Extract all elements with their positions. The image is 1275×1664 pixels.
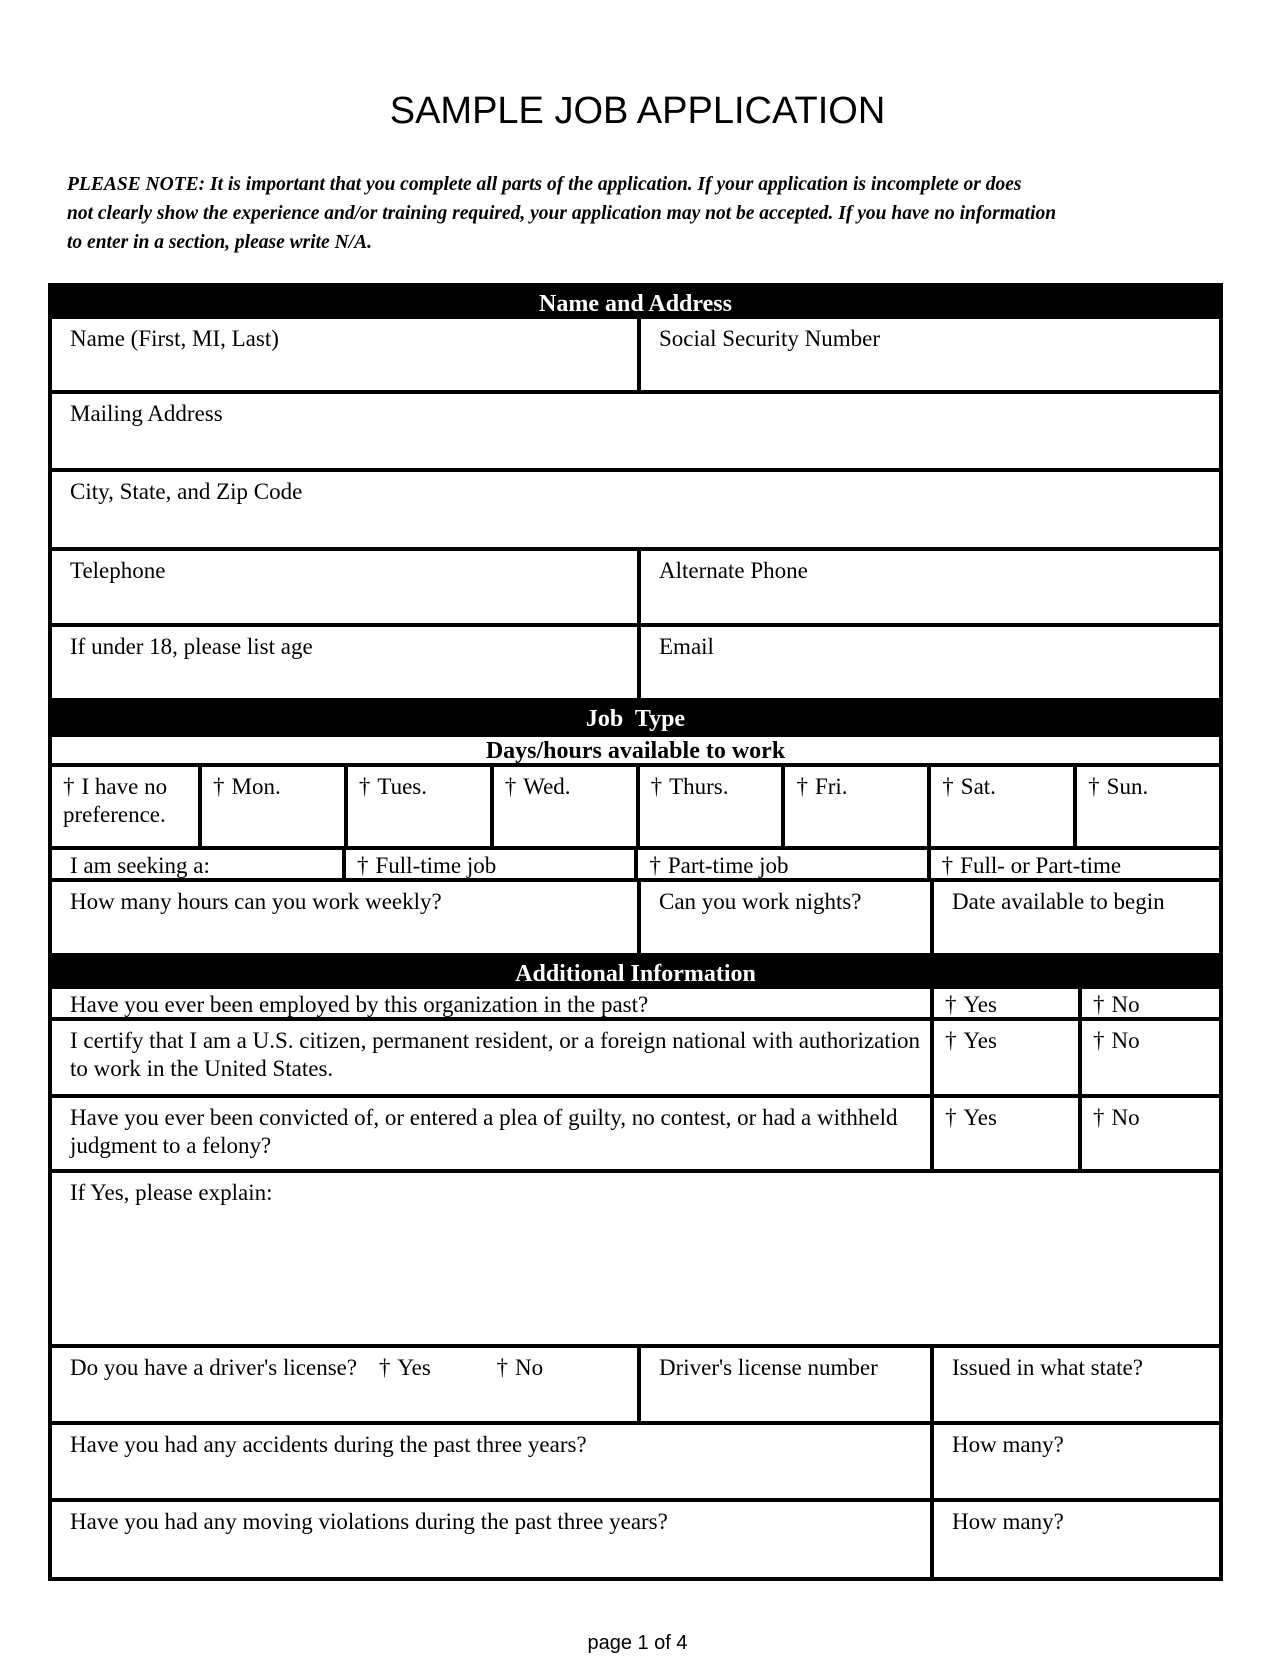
checkbox-wednesday-icon[interactable]: † <box>504 774 517 799</box>
field-hours-weekly-label: How many hours can you work weekly? <box>70 889 442 914</box>
row-phones <box>52 551 1219 627</box>
checkbox-no-preference-icon[interactable]: † <box>63 774 75 799</box>
checkbox-tuesday-icon[interactable]: † <box>358 774 371 799</box>
checkbox-license-no-icon[interactable]: † <box>496 1355 509 1380</box>
field-telephone[interactable] <box>52 551 641 623</box>
field-alternate-phone[interactable] <box>641 551 1219 623</box>
row-drivers-license <box>52 1348 1219 1425</box>
option-full-or-part-time-label: Full- or Part-time <box>960 853 1122 878</box>
question-moving-violations <box>52 1502 934 1577</box>
checkbox-cell-tuesday[interactable] <box>348 767 494 846</box>
question-employed-before <box>52 989 934 1017</box>
field-mailing-address[interactable] <box>52 394 1219 468</box>
checkbox-cell-convicted-no[interactable] <box>1082 1098 1219 1169</box>
checkbox-thursday-icon[interactable]: † <box>650 774 663 799</box>
field-accidents-how-many-label: How many? <box>952 1432 1064 1457</box>
checkbox-cell-wednesday[interactable] <box>494 767 640 846</box>
day-label-tuesday: Tues. <box>377 774 428 799</box>
field-drivers-license[interactable] <box>52 1348 641 1421</box>
field-mailing-address-label: Mailing Address <box>70 401 223 426</box>
field-work-nights[interactable] <box>641 882 934 953</box>
checkbox-cell-no-preference[interactable] <box>52 767 202 846</box>
license-no-label: No <box>515 1355 544 1380</box>
day-label-sunday: Sun. <box>1106 774 1149 799</box>
field-license-number[interactable] <box>641 1348 934 1421</box>
notice-line: not clearly show the experience and/or training required, your application may not be accepted. If you have no information <box>67 203 1057 224</box>
row-explain <box>52 1173 1219 1348</box>
notice-paragraph <box>67 170 1207 257</box>
checkbox-cell-monday[interactable] <box>202 767 348 846</box>
checkbox-cell-sunday[interactable] <box>1077 767 1219 846</box>
field-license-number-label: Driver's license number <box>659 1355 878 1380</box>
seeking-label-cell <box>52 850 346 878</box>
citizen-no-label: No <box>1111 1028 1140 1053</box>
checkbox-cell-citizen-no[interactable] <box>1082 1021 1219 1094</box>
row-mailing-address <box>52 394 1219 472</box>
convicted-no-label: No <box>1111 1105 1140 1130</box>
employed-no-label: No <box>1111 992 1140 1017</box>
question-citizen-certify <box>52 1021 934 1094</box>
checkbox-monday-icon[interactable]: † <box>213 774 225 799</box>
field-email[interactable] <box>641 627 1219 698</box>
day-label-thursday: Thurs. <box>669 774 729 799</box>
checkbox-cell-thursday[interactable] <box>640 767 786 846</box>
checkbox-convicted-yes-icon[interactable]: † <box>945 1105 957 1130</box>
page-title: SAMPLE JOB APPLICATION <box>389 90 886 132</box>
field-violations-how-many-label: How many? <box>952 1509 1064 1534</box>
option-full-time-label: Full-time job <box>375 853 497 878</box>
field-license-state[interactable] <box>934 1348 1219 1421</box>
field-license-state-label: Issued in what state? <box>952 1355 1143 1380</box>
section-header-additional-information: Additional Information <box>52 957 1219 989</box>
checkbox-full-or-part-time-icon[interactable]: † <box>941 853 954 878</box>
row-citizen-certify <box>52 1021 1219 1098</box>
checkbox-license-yes-icon[interactable]: † <box>378 1355 391 1380</box>
application-form <box>48 283 1223 1581</box>
field-explain-label: If Yes, please explain: <box>70 1180 273 1205</box>
checkbox-cell-part-time[interactable] <box>638 850 930 878</box>
question-convicted-label: Have you ever been convicted of, or entered a plea of guilty, no contest, or had a withheld judgment to a felony? <box>70 1105 898 1158</box>
section-header-name-and-address: Name and Address <box>52 287 1219 319</box>
drivers-license-question-label: Do you have a driver's license? <box>70 1355 358 1380</box>
days-hours-subheader: Days/hours available to work <box>52 737 1219 767</box>
checkbox-employed-no-icon[interactable]: † <box>1093 992 1105 1017</box>
day-label-monday: Mon. <box>231 774 281 799</box>
row-convicted <box>52 1098 1219 1173</box>
field-name[interactable] <box>52 319 641 390</box>
question-moving-violations-label: Have you had any moving violations during the past three years? <box>70 1509 668 1534</box>
field-date-available-label: Date available to begin <box>952 889 1165 914</box>
row-seeking <box>52 850 1219 882</box>
question-employed-before-label: Have you ever been employed by this organization in the past? <box>70 992 649 1017</box>
question-citizen-certify-label: I certify that I am a U.S. citizen, permanent resident, or a foreign national with authorization to work in the United States. <box>70 1028 921 1081</box>
field-alternate-phone-label: Alternate Phone <box>659 558 808 583</box>
field-email-label: Email <box>659 634 714 659</box>
checkbox-cell-citizen-yes[interactable] <box>934 1021 1082 1094</box>
field-under-18-age-label: If under 18, please list age <box>70 634 313 659</box>
question-accidents-label: Have you had any accidents during the past three years? <box>70 1432 587 1457</box>
checkbox-cell-convicted-yes[interactable] <box>934 1098 1082 1169</box>
checkbox-citizen-yes-icon[interactable]: † <box>945 1028 957 1053</box>
row-name-ssn <box>52 319 1219 394</box>
field-under-18-age[interactable] <box>52 627 641 698</box>
field-telephone-label: Telephone <box>70 558 166 583</box>
checkbox-full-time-icon[interactable]: † <box>357 853 369 878</box>
checkbox-cell-saturday[interactable] <box>931 767 1077 846</box>
field-violations-how-many[interactable] <box>934 1502 1219 1577</box>
checkbox-convicted-no-icon[interactable]: † <box>1093 1105 1105 1130</box>
row-hours-nights-date <box>52 882 1219 957</box>
notice-line: to enter in a section, please write N/A. <box>67 232 372 253</box>
day-label-saturday: Sat. <box>960 774 996 799</box>
checkbox-cell-full-time[interactable] <box>346 850 638 878</box>
citizen-yes-label: Yes <box>963 1028 997 1053</box>
row-city-state-zip <box>52 472 1219 551</box>
page-number: page 1 of 4 <box>587 1632 688 1654</box>
row-moving-violations <box>52 1502 1219 1577</box>
field-accidents-how-many[interactable] <box>934 1425 1219 1498</box>
field-ssn[interactable] <box>641 319 1219 390</box>
field-city-state-zip[interactable] <box>52 472 1219 547</box>
checkbox-sunday-icon[interactable]: † <box>1088 774 1100 799</box>
field-work-nights-label: Can you work nights? <box>659 889 862 914</box>
employed-yes-label: Yes <box>963 992 997 1017</box>
day-label-wednesday: Wed. <box>523 774 571 799</box>
field-name-label: Name (First, MI, Last) <box>70 326 279 351</box>
checkbox-friday-icon[interactable]: † <box>796 774 808 799</box>
checkbox-citizen-no-icon[interactable]: † <box>1093 1028 1105 1053</box>
field-explain[interactable] <box>52 1173 1219 1344</box>
field-city-state-zip-label: City, State, and Zip Code <box>70 479 303 504</box>
row-age-email <box>52 627 1219 702</box>
checkbox-cell-employed-yes[interactable] <box>934 989 1082 1017</box>
option-part-time-label: Part-time job <box>667 853 789 878</box>
notice-line: PLEASE NOTE: It is important that you complete all parts of the application. If your application is incomplete or does <box>67 174 1022 195</box>
convicted-yes-label: Yes <box>963 1105 997 1130</box>
row-accidents <box>52 1425 1219 1502</box>
seeking-label: I am seeking a: <box>70 853 210 878</box>
checkbox-saturday-icon[interactable]: † <box>942 774 954 799</box>
row-employed-before <box>52 989 1219 1021</box>
field-hours-weekly[interactable] <box>52 882 641 953</box>
question-accidents <box>52 1425 934 1498</box>
day-label-no-preference: I have no preference. <box>63 774 168 827</box>
checkbox-part-time-icon[interactable]: † <box>649 853 661 878</box>
field-ssn-label: Social Security Number <box>659 326 881 351</box>
row-days-available <box>52 767 1219 850</box>
checkbox-employed-yes-icon[interactable]: † <box>945 992 957 1017</box>
field-date-available[interactable] <box>934 882 1219 953</box>
section-header-job-type: Job Type <box>52 702 1219 737</box>
day-label-friday: Fri. <box>814 774 848 799</box>
checkbox-cell-full-or-part-time[interactable] <box>931 850 1219 878</box>
checkbox-cell-friday[interactable] <box>785 767 931 846</box>
checkbox-cell-employed-no[interactable] <box>1082 989 1219 1017</box>
question-convicted <box>52 1098 934 1169</box>
license-yes-label: Yes <box>397 1355 431 1380</box>
